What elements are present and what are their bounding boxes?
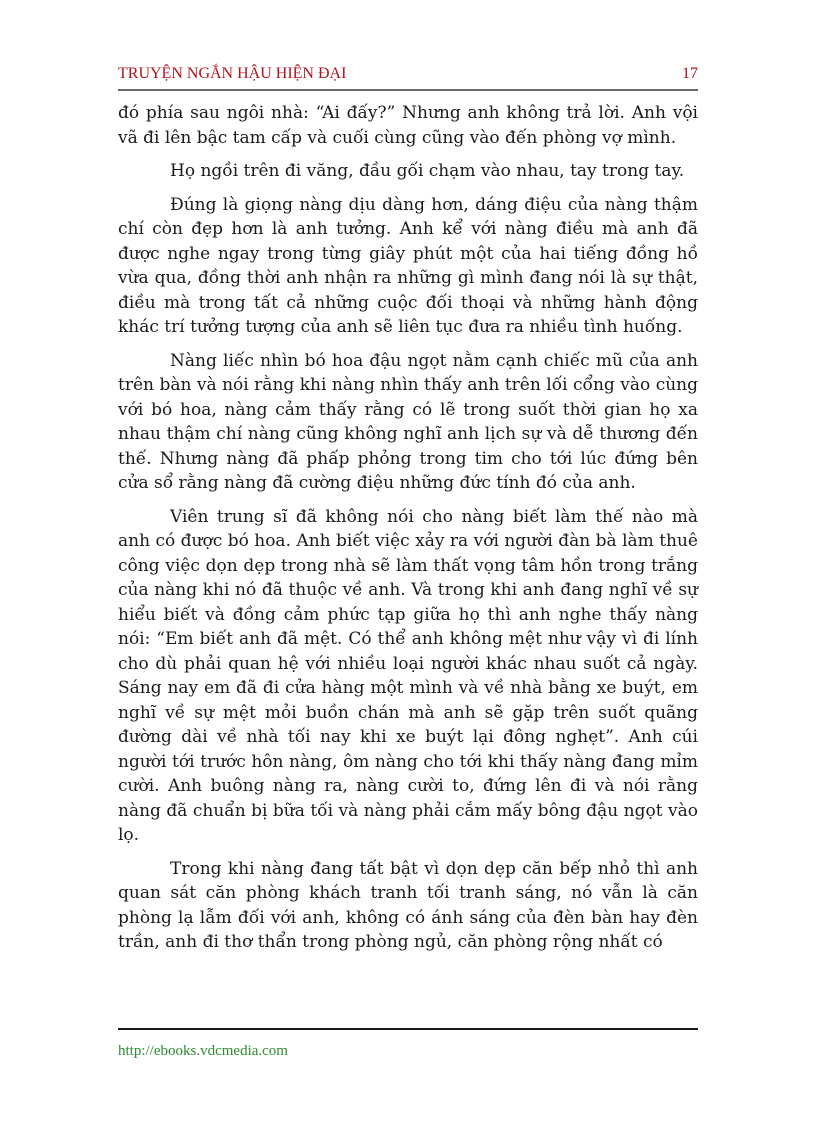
paragraph-3: Đúng là giọng nàng dịu dàng hơn, dáng điệu của nàng thậm chí còn đẹp hơn là anh tưởng. Anh kể với nàng điều mà anh đã được nghe ngay trong từng giây phút một của hai tiếng đồng hồ vừa qua, đồng thời anh nhận ra những gì mình đang nói là sự thật, điều mà trong tất cả những cuộc đối thoại và những hành động khác trí tưởng tượng của anh sẽ liên tục đưa ra nhiều tình huống. [118, 194, 698, 337]
paragraph-6: Trong khi nàng đang tất bật vì dọn dẹp căn bếp nhỏ thì anh quan sát căn phòng khách tranh tối tranh sáng, nó vẫn là căn phòng lạ lẫm đối với anh, không có ánh sáng của đèn bàn hay đèn trần, anh đi thơ thẩn trong phòng ngủ, căn phòng rộng nhất có [118, 858, 698, 952]
paragraph-2: Họ ngồi trên đi văng, đầu gối chạm vào nhau, tay trong tay. [170, 161, 685, 181]
footer-divider [118, 1028, 698, 1030]
footer-url-link[interactable]: http://ebooks.vdcmedia.com [118, 1043, 288, 1059]
paragraph-1: đó phía sau ngôi nhà: “Ai đấy?” Nhưng anh không trả lời. Anh vội vã đi lên bậc tam cấp và cuối cùng cũng vào đến phòng vợ mình. [118, 103, 698, 148]
document-page [118, 0, 698, 1123]
story-body [118, 101, 698, 964]
book-title: TRUYỆN NGẮN HẬU HIỆN ĐẠI [118, 65, 347, 82]
paragraph-5: Viên trung sĩ đã không nói cho nàng biết làm thế nào mà anh có được bó hoa. Anh biết việc xảy ra với người đàn bà làm thuê công việc dọn dẹp trong nhà sẽ làm thất vọng tâm hồn trong trắng của nàng khi nó đã thuộc về anh. Và trong khi anh đang nghĩ về sự hiểu biết và đồng cảm phức tạp giữa họ thì anh nghe thấy nàng nói: “Em biết anh đã mệt. Có thể anh không mệt như vậy vì đi lính cho dù phải quan hệ với nhiều loại người khác nhau suốt cả ngày. Sáng nay em đã đi cửa hàng một mình và về nhà bằng xe buýt, em nghĩ về sự mệt mỏi buồn chán mà anh sẽ gặp trên suốt quãng đường dài về nhà tối nay khi xe buýt lại đông nghẹt”. Anh cúi người tới trước hôn nàng, ôm nàng cho tới khi thấy nàng đang mỉm cười. Anh buông nàng ra, nàng cười to, đứng lên đi và nói rằng nàng đã chuẩn bị bữa tối và nàng phải cắm mấy bông đậu ngọt vào lọ. [118, 506, 698, 845]
page-number: 17 [682, 65, 698, 82]
header-divider [118, 89, 698, 91]
running-header [118, 64, 698, 86]
paragraph-4: Nàng liếc nhìn bó hoa đậu ngọt nằm cạnh chiếc mũ của anh trên bàn và nói rằng khi nàng nhìn thấy anh trên lối cổng vào cùng với bó hoa, nàng cảm thấy rằng có lẽ trong suốt thời gian họ xa nhau thậm chí nàng cũng không nghĩ anh lịch sự và dễ thương đến thế. Nhưng nàng đã phấp phỏng trong tim cho tới lúc đứng bên cửa sổ rằng nàng đã cường điệu những đức tính đó của anh. [118, 350, 698, 493]
